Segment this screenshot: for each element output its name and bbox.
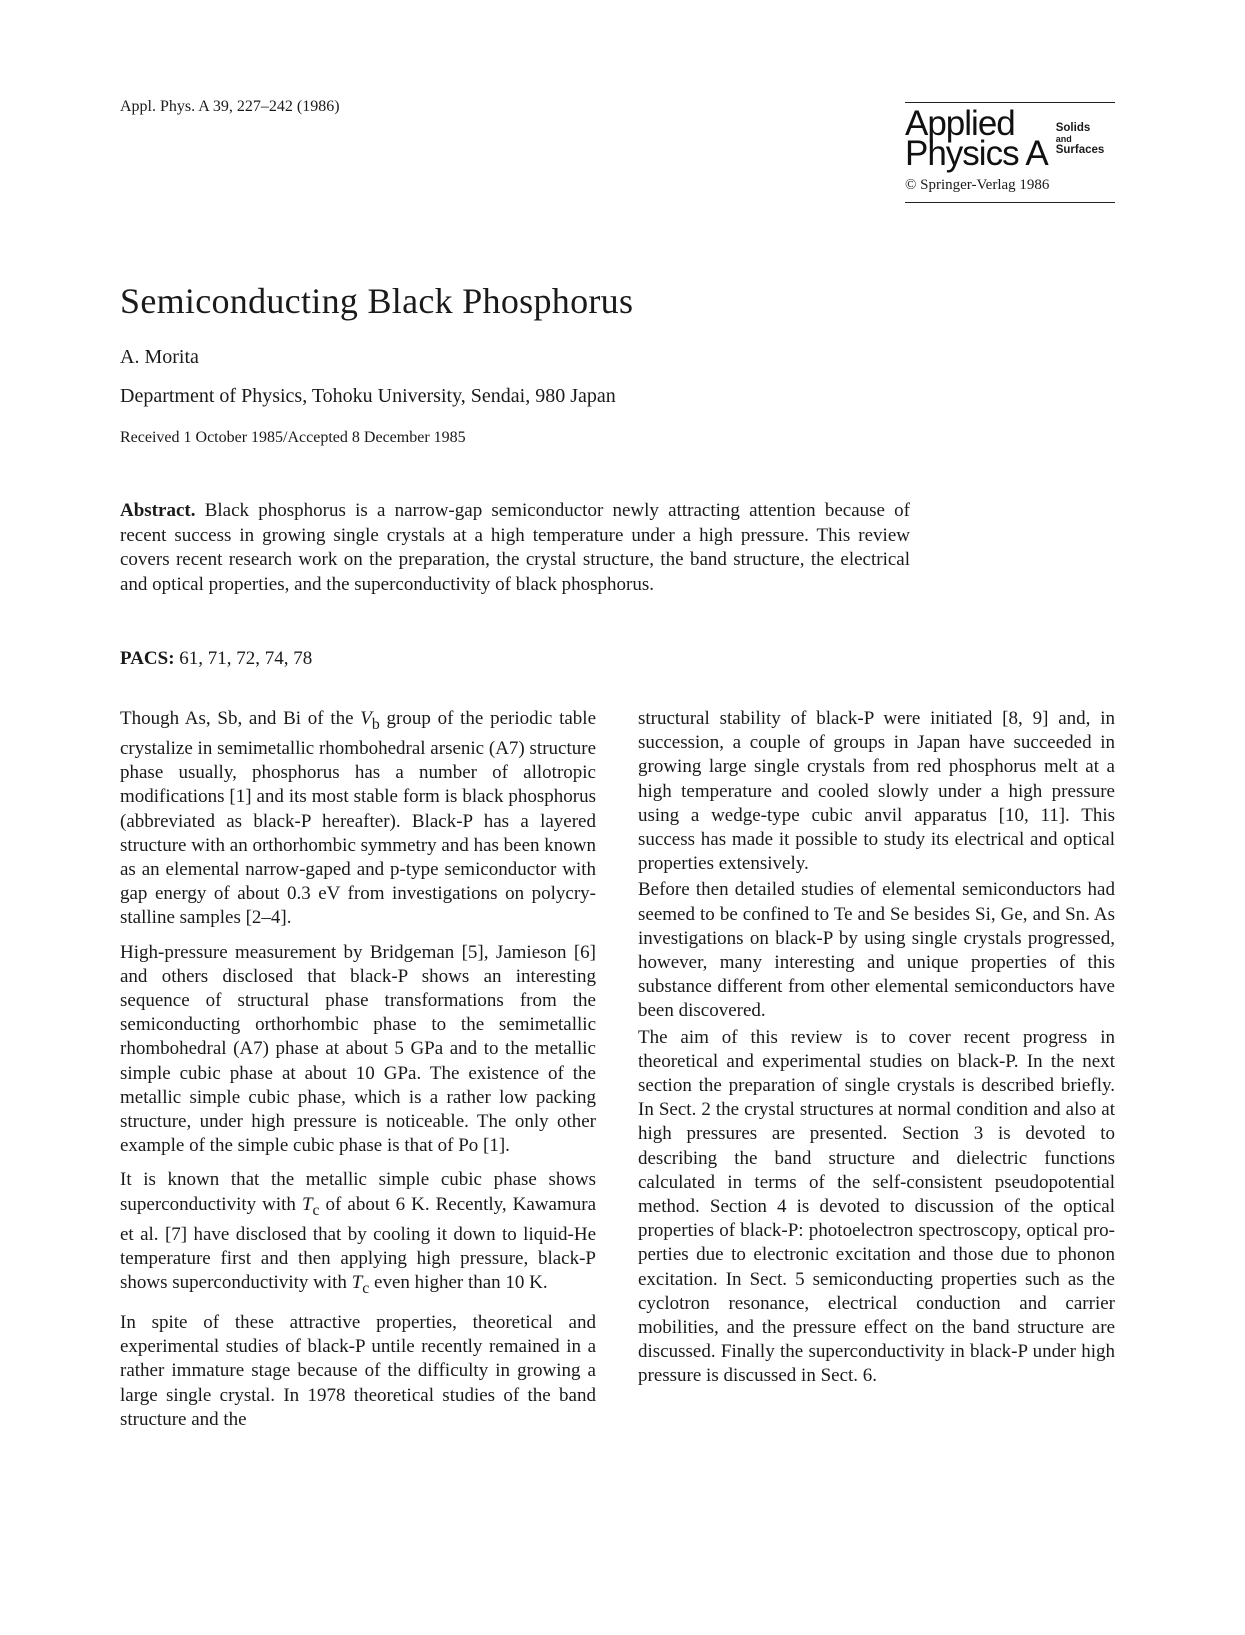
text-run: even higher than 10 K. (369, 1272, 548, 1294)
body-column-right (638, 707, 1115, 1391)
abstract-label: Abstract. (120, 500, 196, 521)
journal-logo-section (1056, 109, 1105, 156)
journal-citation: Appl. Phys. A 39, 227–242 (1986) (120, 98, 340, 115)
text-run: It is known that the metallic simple cubic phase shows superconductivity with (120, 1169, 596, 1215)
article-title: Semiconducting Black Phosphorus (120, 281, 634, 321)
body-column-left (120, 707, 596, 1442)
body-paragraph: The aim of this review is to cover recent progress in theoretical and experimental studies on black-P. In the next section the preparation of single crystals is described briefly. In Sect. 2 the crystal structures at normal condition and also at high pressures are presented. Section 3 is devoted to describing the band structure and dielectric functions calculated in terms of the self-consistent pseudopotential method. Section 4 is devoted to discussion of the optical properties of black-P: photoelectron spectroscopy, optical properties due to electronic excitation and those due to phonon excitation. In Sect. 5 semiconducting properties such as the cyclotron resonance, electrical conduction and carrier mobilities, and the pressure effect on the band structure are discussed. Finally the superconductivity in black-P under high pressure is discussed in Sect. 6. (638, 1026, 1115, 1387)
copyright-notice: © Springer-Verlag 1986 (905, 177, 1050, 193)
math-symbol: T (301, 1193, 313, 1215)
math-subscript: c (312, 1201, 320, 1219)
abstract (120, 499, 910, 597)
text-run: of about 6 K. Recently, Kawamura et al. [7] have disclosed that by cooling it down to liquid-He temperature first and then applying high pressure, black-P shows superconductivity with (120, 1193, 596, 1294)
pacs-label: PACS: (120, 648, 175, 669)
pacs-text: 61, 71, 72, 74, 78 (179, 648, 313, 669)
journal-logo-name (905, 104, 1048, 173)
body-paragraph: Before then detailed studies of elemental semiconductors had seemed to be confined to Te and Se besides Si, Ge, and Sn. As investigations on black-P by using single crystals progressed, however, many interesting and unique properties of this substance different from other elemental semiconductors have been discovered. (638, 879, 1115, 1022)
math-symbol: V (360, 708, 372, 729)
journal-logo-side-mid: and (1055, 134, 1072, 144)
body-paragraph: structural stability of black-P were initiated [8, 9] and, in succession, a couple of groups in Japan have succeeded in growing large single crystals from red phosphorus melt at a high temperature and cooled slowly under a high pressure using a wedge-type cubic anvil apparatus [10, 11]. This success has made it possible to study its electrical and optical properties extensively. (638, 708, 1115, 875)
abstract-text: Black phosphorus is a narrow-gap semiconductor newly attracting attention because of recent success in growing single crystals at a high temperature under a high pressure. This review covers recent research work on the preparation, the crystal structure, the band structure, the electrical and optical properties, and the superconductivity of black phosphorus. (120, 500, 911, 595)
text-run: group of the periodic table crystalize in semimetallic rhombohedral arsenic (A7) structure phase usually, phosphorus has a number of allotropic modifications [1] and its most stable form is black phosphorus (abbreviated as black-P hereafter). Black-P has a layered structure with an orthorhombic symmetry and has been known as an elemental narrow-gaped and p-type semiconductor with gap energy of about 0.3 eV from investigations on polycrystalline samples [2–4]. (120, 708, 596, 929)
body-paragraph (120, 707, 596, 931)
received-dates: Received 1 October 1985/Accepted 8 December 1985 (120, 429, 466, 446)
body-paragraph: In spite of these attractive properties, theoretical and experimental studies of black-P untile recently remained in a rather immature stage because of the difficulty in growing a large single crystal. In 1978 theoretical studies of the band structure and the (120, 1312, 596, 1430)
journal-logo-block (905, 102, 1115, 203)
journal-logo-side-top: Solids (1055, 122, 1091, 134)
journal-logo-side-bottom: Surfaces (1055, 144, 1105, 156)
body-paragraph: High-pressure measurement by Bridgeman [5], Jamieson [6] and others disclosed that black-P shows an interesting sequence of structural phase transformations from the semiconducting orthorhombic phase to the semimetallic rhombohedral (A7) phase at about 5 GPa and to the metallic simple cubic phase at about 10 GPa. The existence of the metallic simple cubic phase, which is a rather low packing structure, under high pressure is noticeable. The only other example of the simple cubic phase is that of Po [1]. (120, 941, 596, 1157)
pacs-codes (120, 648, 312, 670)
author-affiliation: Department of Physics, Tohoku University, Sendai, 980 Japan (120, 385, 616, 407)
body-paragraph (120, 1168, 596, 1301)
journal-logo (905, 104, 1115, 173)
math-symbol: T (351, 1272, 363, 1294)
math-subscript: c (362, 1279, 370, 1297)
text-run: Though As, Sb, and Bi of the (120, 708, 361, 729)
journal-logo-line1: Applied (905, 104, 1015, 143)
journal-logo-line2: Physics A (905, 134, 1048, 173)
math-subscript: b (371, 715, 380, 733)
article-author: A. Morita (120, 346, 199, 368)
